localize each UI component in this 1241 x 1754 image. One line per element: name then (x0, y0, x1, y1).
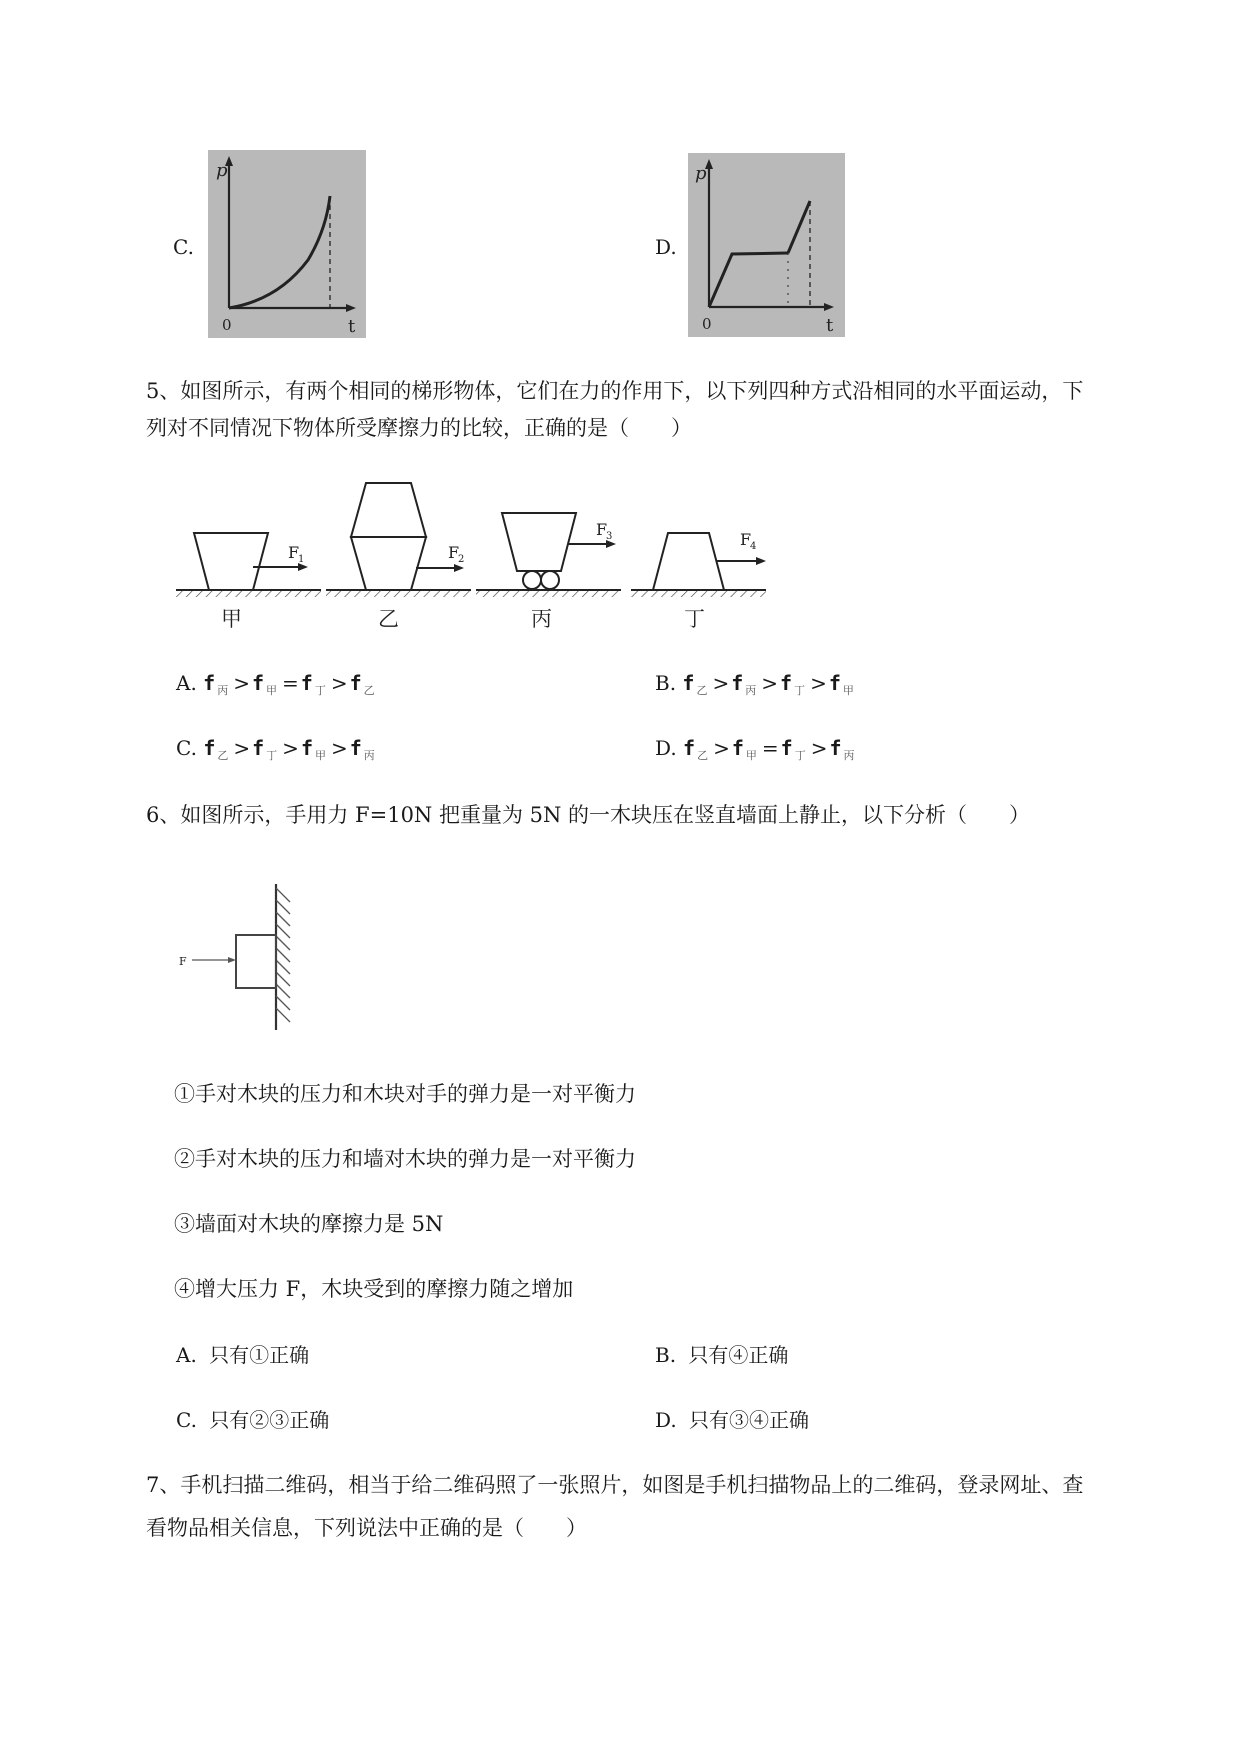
q6-option-b[interactable] (655, 1340, 788, 1370)
graph-d-y-label: p (695, 163, 707, 184)
graph-c-x-label: t (348, 316, 356, 337)
term-f: f (829, 736, 842, 760)
term-sub: 乙 (697, 749, 709, 762)
q7-text-line1: 7、手机扫描二维码，相当于给二维码照了一张照片，如图是手机扫描物品上的二维码，登录网址、查 (146, 1473, 1084, 1497)
term-op: = (282, 671, 299, 695)
term-sub: 甲 (314, 749, 326, 762)
figure-yi (326, 483, 471, 631)
term-op: > (330, 671, 348, 695)
term-sub: 乙 (363, 684, 375, 697)
force-label-f4: F (740, 530, 752, 549)
force-f-label: F (179, 955, 187, 968)
term-op: > (761, 671, 779, 695)
q5-option-c[interactable] (176, 733, 378, 767)
label-ding: 丁 (684, 607, 705, 631)
term-sub: 丙 (217, 684, 229, 697)
q5-text-line2: 列对不同情况下物体所受摩擦力的比较，正确的是（ ） (146, 416, 692, 440)
term-f: f (731, 671, 744, 695)
term-f: f (780, 736, 793, 760)
term-op: > (282, 736, 299, 760)
term-sub: 丁 (794, 684, 806, 697)
q6-figure (176, 880, 326, 1035)
term-f: f (300, 671, 313, 695)
graph-c (208, 150, 366, 338)
option-text: 只有①正确 (209, 1343, 310, 1367)
term-sub: 甲 (266, 684, 278, 697)
term-f: f (828, 671, 841, 695)
force-label-f2: F (448, 543, 460, 562)
term-op: > (233, 671, 250, 695)
option-text: 只有③④正确 (689, 1408, 810, 1432)
term-sub: 丙 (363, 749, 375, 762)
term-f: f (780, 671, 793, 695)
term-sub: 甲 (842, 684, 854, 697)
figure-bing (476, 513, 621, 631)
term-op: > (712, 671, 730, 695)
q5-option-d[interactable] (655, 733, 858, 767)
figure-ding (631, 530, 766, 631)
term-f: f (683, 736, 696, 760)
q6-statement-4: ④增大压力 F，木块受到的摩擦力随之增加 (174, 1277, 574, 1301)
q6-option-d[interactable] (655, 1405, 809, 1435)
option-letter: B. (655, 671, 677, 695)
force-label-f1: F (288, 543, 300, 562)
option-text: 只有②③正确 (209, 1408, 330, 1432)
term-f: f (349, 671, 362, 695)
graph-d-x-label: t (826, 315, 834, 336)
option-letter: C. (176, 736, 197, 760)
q5-figure (176, 478, 776, 638)
term-f: f (203, 736, 216, 760)
term-sub: 丙 (843, 749, 855, 762)
term-f: f (300, 736, 313, 760)
q7-text-line2: 看物品相关信息，下列说法中正确的是（ ） (146, 1516, 587, 1540)
term-f: f (349, 736, 362, 760)
force-label-f3: F (596, 520, 608, 539)
term-f: f (252, 736, 265, 760)
force-sub-3: 3 (606, 531, 613, 542)
q5-text-line1: 5、如图所示，有两个相同的梯形物体，它们在力的作用下，以下列四种方式沿相同的水平面运动，下 (146, 379, 1084, 403)
label-bing: 丙 (531, 607, 552, 631)
term-op: > (713, 736, 730, 760)
q6-text-line1: 6、如图所示，手用力 F=10N 把重量为 5N 的一木块压在竖直墙面上静止，以下分析（ ） (146, 803, 1031, 827)
q6-statement-1: ①手对木块的压力和木块对手的弹力是一对平衡力 (174, 1082, 636, 1106)
term-sub: 丁 (794, 749, 806, 762)
graph-d (688, 153, 845, 337)
term-sub: 乙 (696, 684, 708, 697)
label-yi: 乙 (378, 607, 399, 631)
term-f: f (682, 671, 695, 695)
term-op: > (233, 736, 251, 760)
q6-statement-3: ③墙面对木块的摩擦力是 5N (174, 1212, 444, 1236)
q6-option-c[interactable] (176, 1405, 329, 1435)
label-jia: 甲 (221, 607, 242, 631)
term-sub: 甲 (745, 749, 757, 762)
force-sub-1: 1 (298, 554, 305, 565)
term-sub: 乙 (217, 749, 229, 762)
q5-option-a[interactable] (176, 668, 378, 702)
option-letter: A. (176, 1343, 197, 1367)
term-f: f (731, 736, 744, 760)
force-sub-2: 2 (458, 554, 465, 565)
graph-c-y-label: p (216, 160, 228, 181)
term-sub: 丙 (745, 684, 757, 697)
option-letter: B. (655, 1343, 677, 1367)
option-letter: C. (176, 1408, 197, 1432)
term-f: f (203, 671, 216, 695)
force-sub-4: 4 (750, 541, 757, 552)
option-letter: D. (655, 1408, 677, 1432)
q5-option-b[interactable] (655, 668, 857, 702)
figure-jia (176, 533, 321, 631)
term-op: = (761, 736, 779, 760)
option-letter: D. (655, 736, 677, 760)
option-letter: A. (176, 671, 197, 695)
term-sub: 丁 (314, 684, 326, 697)
term-op: > (810, 671, 827, 695)
term-op: > (330, 736, 348, 760)
option-text: 只有④正确 (688, 1343, 789, 1367)
term-sub: 丁 (266, 749, 278, 762)
graph-c-origin: 0 (222, 316, 232, 334)
option-d-label: D. (655, 235, 677, 259)
q6-option-a[interactable] (176, 1340, 309, 1370)
q6-statement-2: ②手对木块的压力和墙对木块的弹力是一对平衡力 (174, 1147, 636, 1171)
term-f: f (251, 671, 265, 695)
option-c-label: C. (173, 235, 194, 259)
graph-d-origin: 0 (702, 315, 712, 333)
term-op: > (810, 736, 828, 760)
